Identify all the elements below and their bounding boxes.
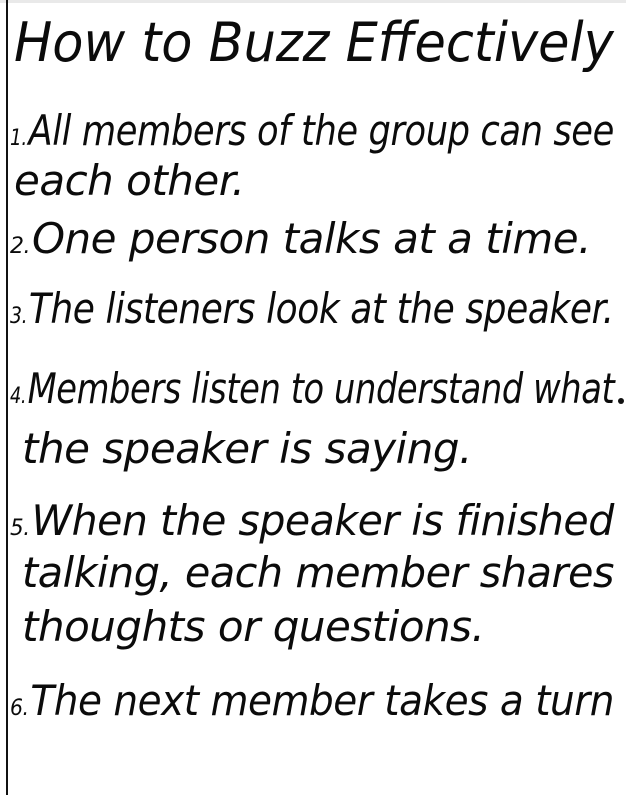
rule-6-line-1: The next member takes a turn [30,676,615,725]
rule-2-number: 2. [10,234,30,259]
rule-3-line-1: The listeners look at the speaker. [28,284,614,333]
rule-3-number: 3. [10,304,28,329]
rule-5-number: 5. [10,516,30,541]
rule-3 [10,284,614,333]
page-title: How to Buzz Effectively [14,11,614,74]
rule-4-continuation: the speaker is saying. [22,424,472,473]
rule-2 [10,214,591,263]
rule-6-number: 6. [10,696,29,721]
rule-6 [10,676,615,725]
paper-left-edge [6,0,8,795]
rule-1-number: 1. [10,126,27,151]
rule-5 [10,496,614,545]
paper-top-edge [0,0,626,3]
rule-4-number: 4. [10,384,27,409]
rule-1 [10,106,614,155]
rule-5-continuation-1: talking, each member shares [22,548,614,597]
rule-5-line-1: When the speaker is finished [31,496,614,545]
rule-4-line-1: Members listen to understand what [27,364,615,413]
rule-4 [10,364,615,413]
rule-1-continuation: each other. [14,156,245,205]
rule-1-line-1: All members of the group can see [28,106,614,155]
rule-2-line-1: One person talks at a time. [32,214,591,263]
marker-dot [618,398,624,404]
rule-5-continuation-2: thoughts or questions. [22,602,485,651]
